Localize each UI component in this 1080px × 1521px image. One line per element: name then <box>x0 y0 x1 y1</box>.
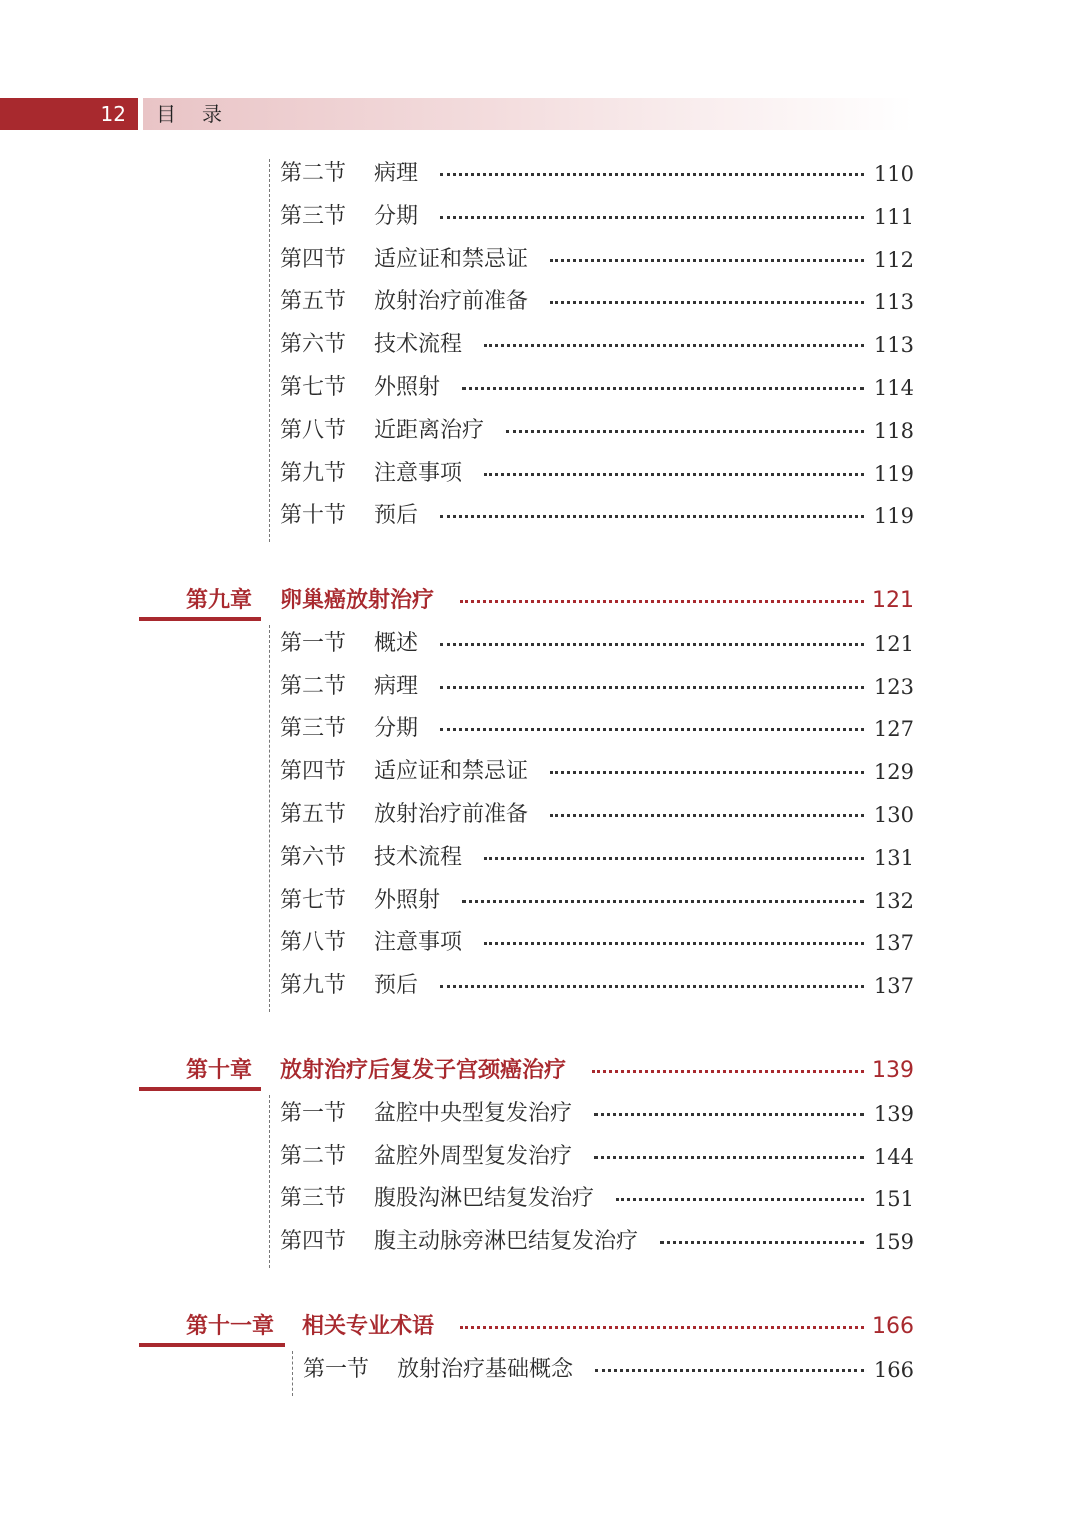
section-label: 第四节 <box>280 1229 347 1255</box>
chapter-underline <box>139 1087 261 1091</box>
section-page-number: 112 <box>873 247 914 272</box>
toc-section-row[interactable] <box>0 1093 1080 1135</box>
toc-section-row[interactable] <box>0 410 1080 452</box>
section-label: 第七节 <box>280 375 347 400</box>
section-page-number: 166 <box>873 1357 914 1382</box>
header-title: 目录 <box>156 102 248 126</box>
toc-section-row[interactable] <box>0 623 1080 665</box>
section-label: 第一节 <box>280 1100 347 1126</box>
section-title: 腹股沟淋巴结复发治疗 <box>374 1186 595 1212</box>
section-title: 概述 <box>374 630 419 656</box>
section-label: 第七节 <box>280 887 347 913</box>
section-page-number: 118 <box>873 418 914 443</box>
section-page-number: 111 <box>873 204 914 229</box>
chapter-label: 第十一章 <box>186 1314 275 1339</box>
toc-section-row[interactable] <box>0 666 1080 708</box>
toc-section-row[interactable] <box>0 1178 1080 1220</box>
section-title: 分期 <box>374 716 419 742</box>
chapter-label: 第九章 <box>186 588 253 613</box>
section-title: 技术流程 <box>374 332 463 358</box>
chapter-label: 第十章 <box>186 1058 253 1083</box>
section-page-number: 131 <box>873 845 914 870</box>
toc-section-row[interactable] <box>0 153 1080 195</box>
dot-leader <box>484 942 864 945</box>
toc-section-row[interactable] <box>0 281 1080 323</box>
section-title: 预后 <box>374 503 419 529</box>
section-title: 注意事项 <box>374 930 463 956</box>
dot-leader <box>440 216 864 219</box>
section-title: 近距离治疗 <box>374 417 485 443</box>
dot-leader <box>440 173 864 176</box>
section-page-number: 127 <box>873 717 914 742</box>
dot-leader <box>616 1198 864 1201</box>
toc-section-row[interactable] <box>0 495 1080 537</box>
section-divider-line <box>269 1095 270 1268</box>
chapter-dot-leader <box>460 600 864 603</box>
chapter-page-number: 166 <box>872 1314 914 1339</box>
section-title: 预后 <box>374 973 419 999</box>
section-label: 第八节 <box>280 417 347 443</box>
header-band <box>143 98 913 130</box>
chapter-page-number: 139 <box>872 1058 914 1083</box>
section-label: 第六节 <box>280 844 347 870</box>
section-page-number: 119 <box>873 504 914 529</box>
dot-leader <box>550 259 864 262</box>
chapter-title: 卵巢癌放射治疗 <box>280 588 435 613</box>
toc-section-row[interactable] <box>0 239 1080 281</box>
dot-leader <box>484 473 864 476</box>
section-page-number: 151 <box>873 1187 914 1212</box>
section-page-number: 132 <box>873 888 914 913</box>
dot-leader <box>462 387 864 390</box>
section-divider-line <box>292 1351 293 1396</box>
section-divider-line <box>269 625 270 1012</box>
dot-leader <box>440 985 864 988</box>
toc-section-row[interactable] <box>0 1349 1080 1391</box>
toc-section-row[interactable] <box>0 837 1080 879</box>
section-page-number: 144 <box>873 1144 914 1169</box>
section-title: 放射治疗基础概念 <box>397 1356 574 1382</box>
toc-section-row[interactable] <box>0 965 1080 1007</box>
toc-section-row[interactable] <box>0 922 1080 964</box>
section-page-number: 139 <box>873 1101 914 1126</box>
section-title: 适应证和禁忌证 <box>374 246 529 272</box>
section-page-number: 121 <box>873 631 914 656</box>
dot-leader <box>462 900 864 903</box>
section-label: 第三节 <box>280 203 347 229</box>
toc-section-row[interactable] <box>0 324 1080 366</box>
section-label: 第四节 <box>280 246 347 272</box>
section-label: 第十节 <box>280 503 347 529</box>
toc-section-row[interactable] <box>0 367 1080 409</box>
dot-leader <box>440 728 864 731</box>
section-title: 盆腔中央型复发治疗 <box>374 1100 573 1126</box>
chapter-page-number: 121 <box>872 588 914 613</box>
section-page-number: 113 <box>873 290 914 315</box>
section-label: 第三节 <box>280 1186 347 1212</box>
section-title: 放射治疗前准备 <box>374 802 529 827</box>
section-page-number: 114 <box>873 376 914 400</box>
toc-section-row[interactable] <box>0 708 1080 750</box>
section-label: 第六节 <box>280 332 347 358</box>
toc-section-row[interactable] <box>0 751 1080 793</box>
section-page-number: 110 <box>873 162 914 186</box>
dot-leader <box>550 301 864 304</box>
dot-leader <box>484 857 864 860</box>
dot-leader <box>440 686 864 689</box>
section-page-number: 137 <box>873 974 914 999</box>
dot-leader <box>506 430 864 433</box>
dot-leader <box>440 643 864 646</box>
dot-leader <box>660 1241 864 1244</box>
page-number: 12 <box>0 98 138 130</box>
chapter-title: 相关专业术语 <box>302 1314 435 1339</box>
dot-leader <box>594 1113 864 1116</box>
chapter-underline <box>139 617 261 621</box>
toc-chapter-row[interactable] <box>0 1050 1080 1092</box>
toc-section-row[interactable] <box>0 794 1080 836</box>
section-label: 第一节 <box>280 630 347 656</box>
toc-chapter-row[interactable] <box>0 1306 1080 1348</box>
section-title: 放射治疗前准备 <box>374 289 529 315</box>
section-title: 分期 <box>374 203 419 229</box>
section-title: 技术流程 <box>374 844 463 870</box>
section-title: 适应证和禁忌证 <box>374 759 529 785</box>
section-label: 第五节 <box>280 289 347 315</box>
section-page-number: 159 <box>873 1230 914 1255</box>
chapter-underline <box>139 1343 285 1347</box>
section-label: 第八节 <box>280 930 347 956</box>
section-title: 腹主动脉旁淋巴结复发治疗 <box>374 1229 639 1255</box>
toc-section-row[interactable] <box>0 1221 1080 1263</box>
section-page-number: 130 <box>873 803 914 827</box>
chapter-dot-leader <box>460 1326 864 1329</box>
dot-leader <box>484 344 864 347</box>
section-label: 第九节 <box>280 460 347 486</box>
section-title: 病理 <box>374 161 419 186</box>
section-title: 外照射 <box>374 375 441 400</box>
section-page-number: 123 <box>873 674 914 699</box>
toc-section-row[interactable] <box>0 880 1080 922</box>
page-header <box>0 98 1080 130</box>
section-label: 第四节 <box>280 759 347 785</box>
section-page-number: 119 <box>873 461 914 486</box>
dot-leader <box>440 515 864 518</box>
section-page-number: 113 <box>873 333 914 358</box>
section-label: 第二节 <box>280 673 347 699</box>
section-label: 第二节 <box>280 161 347 186</box>
section-label: 第五节 <box>280 802 347 827</box>
toc-section-row[interactable] <box>0 196 1080 238</box>
chapter-title: 放射治疗后复发子宫颈癌治疗 <box>280 1058 567 1083</box>
section-label: 第一节 <box>303 1356 370 1382</box>
dot-leader <box>595 1369 864 1372</box>
chapter-dot-leader <box>592 1070 864 1073</box>
toc-section-row[interactable] <box>0 453 1080 495</box>
toc-chapter-row[interactable] <box>0 580 1080 622</box>
section-label: 第九节 <box>280 973 347 999</box>
section-divider-line <box>269 159 270 542</box>
toc-section-row[interactable] <box>0 1136 1080 1178</box>
dot-leader <box>550 771 864 774</box>
section-title: 注意事项 <box>374 460 463 486</box>
dot-leader <box>550 814 864 817</box>
section-label: 第二节 <box>280 1143 347 1169</box>
section-title: 病理 <box>374 673 419 699</box>
section-page-number: 137 <box>873 931 914 956</box>
section-page-number: 129 <box>873 760 914 785</box>
section-title: 外照射 <box>374 887 441 913</box>
section-title: 盆腔外周型复发治疗 <box>374 1143 573 1169</box>
dot-leader <box>594 1156 864 1159</box>
section-label: 第三节 <box>280 716 347 742</box>
